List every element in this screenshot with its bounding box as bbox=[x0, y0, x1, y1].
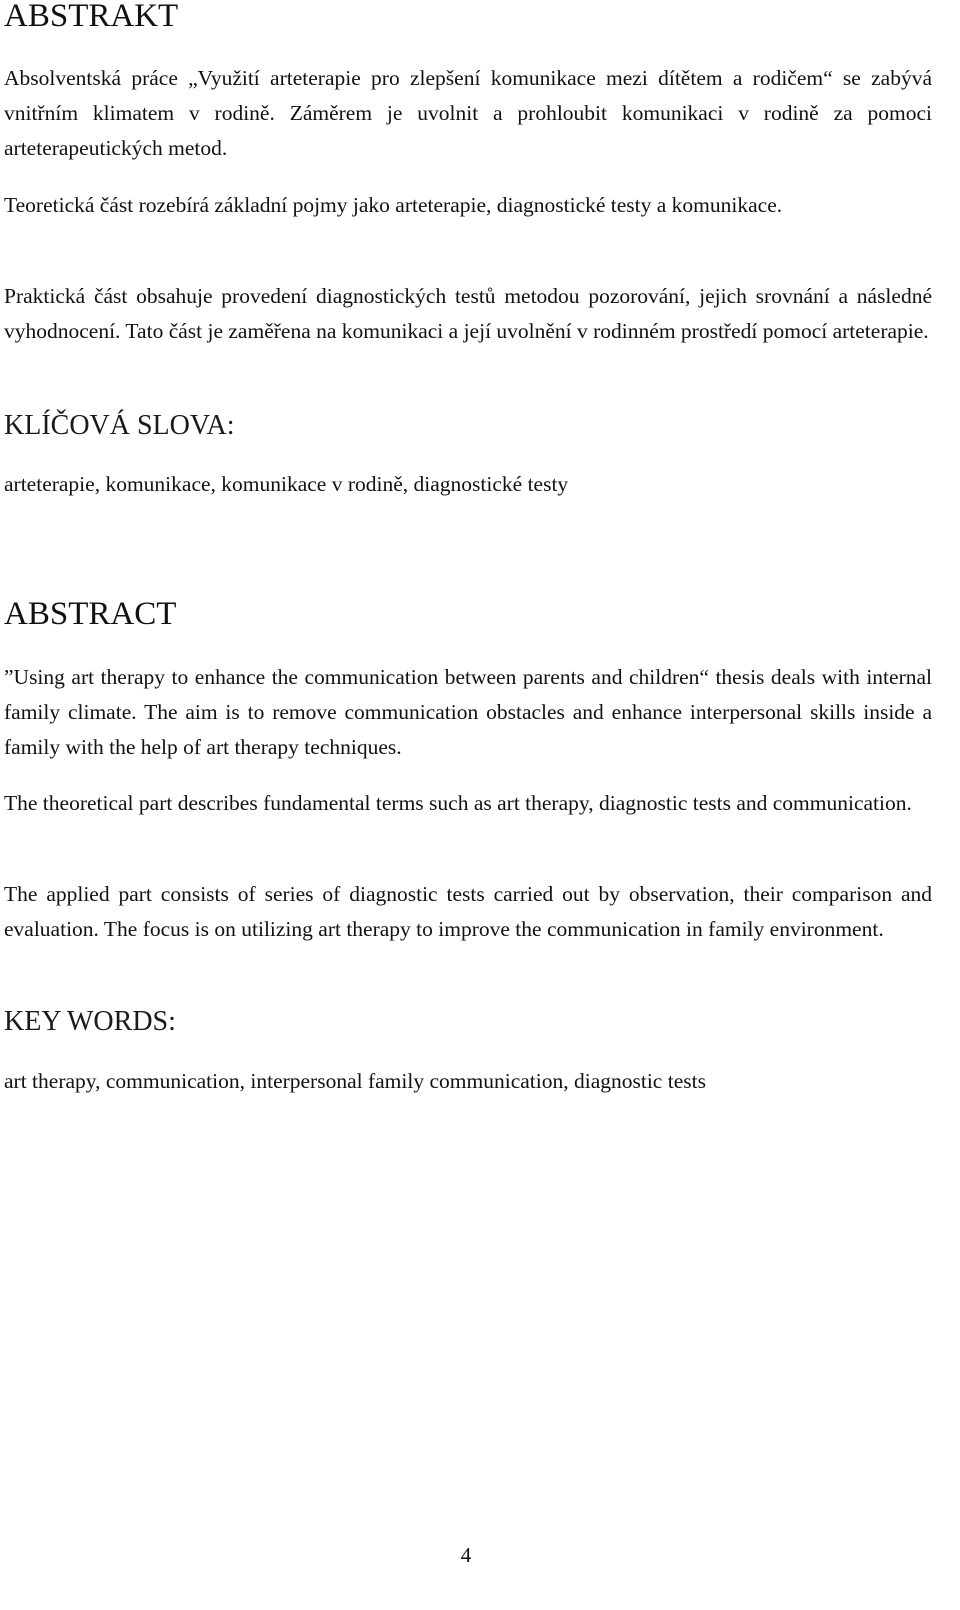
english-abstract-paragraph: ”Using art therapy to enhance the communication between parents and children“ thesis deals with internal family climate. The aim is to remove communication obstacles and enhance interpersonal skills inside a family with the help of art therapy techniques. bbox=[4, 665, 932, 759]
page-number: 4 bbox=[460, 1543, 472, 1567]
english-keywords-heading: KEY WORDS: bbox=[4, 1006, 176, 1037]
czech-abstract-paragraph: Absolventská práce „Využití arteterapie pro zlepšení komunikace mezi dítětem a rodičem“ se zabývá vnitřním klimatem v rodině. Záměrem je uvolnit a prohloubit komunikaci v rodině za pomoci arteterapeutických metod. bbox=[4, 66, 932, 160]
english-keywords: art therapy, communication, interpersonal family communication, diagnostic tests bbox=[4, 1069, 706, 1093]
english-abstract-paragraph: The theoretical part describes fundamental terms such as art therapy, diagnostic tests and communication. bbox=[4, 791, 912, 815]
english-abstract-paragraph: The applied part consists of series of diagnostic tests carried out by observation, their comparison and evaluation. The focus is on utilizing art therapy to improve the communication in family environment. bbox=[4, 882, 932, 941]
czech-abstract-paragraph: Teoretická část rozebírá základní pojmy jako arteterapie, diagnostické testy a komunikace. bbox=[4, 193, 783, 217]
czech-keywords: arteterapie, komunikace, komunikace v rodině, diagnostické testy bbox=[4, 472, 569, 496]
czech-abstract-title: ABSTRAKT bbox=[4, 0, 179, 34]
english-abstract-title: ABSTRACT bbox=[4, 596, 177, 632]
czech-abstract-paragraph: Praktická část obsahuje provedení diagnostických testů metodou pozorování, jejich srovnání a následné vyhodnocení. Tato část je zaměřena na komunikaci a její uvolnění v rodinném prostředí pomocí arteterapie. bbox=[4, 284, 932, 343]
czech-keywords-heading: KLÍČOVÁ SLOVA: bbox=[4, 410, 235, 441]
